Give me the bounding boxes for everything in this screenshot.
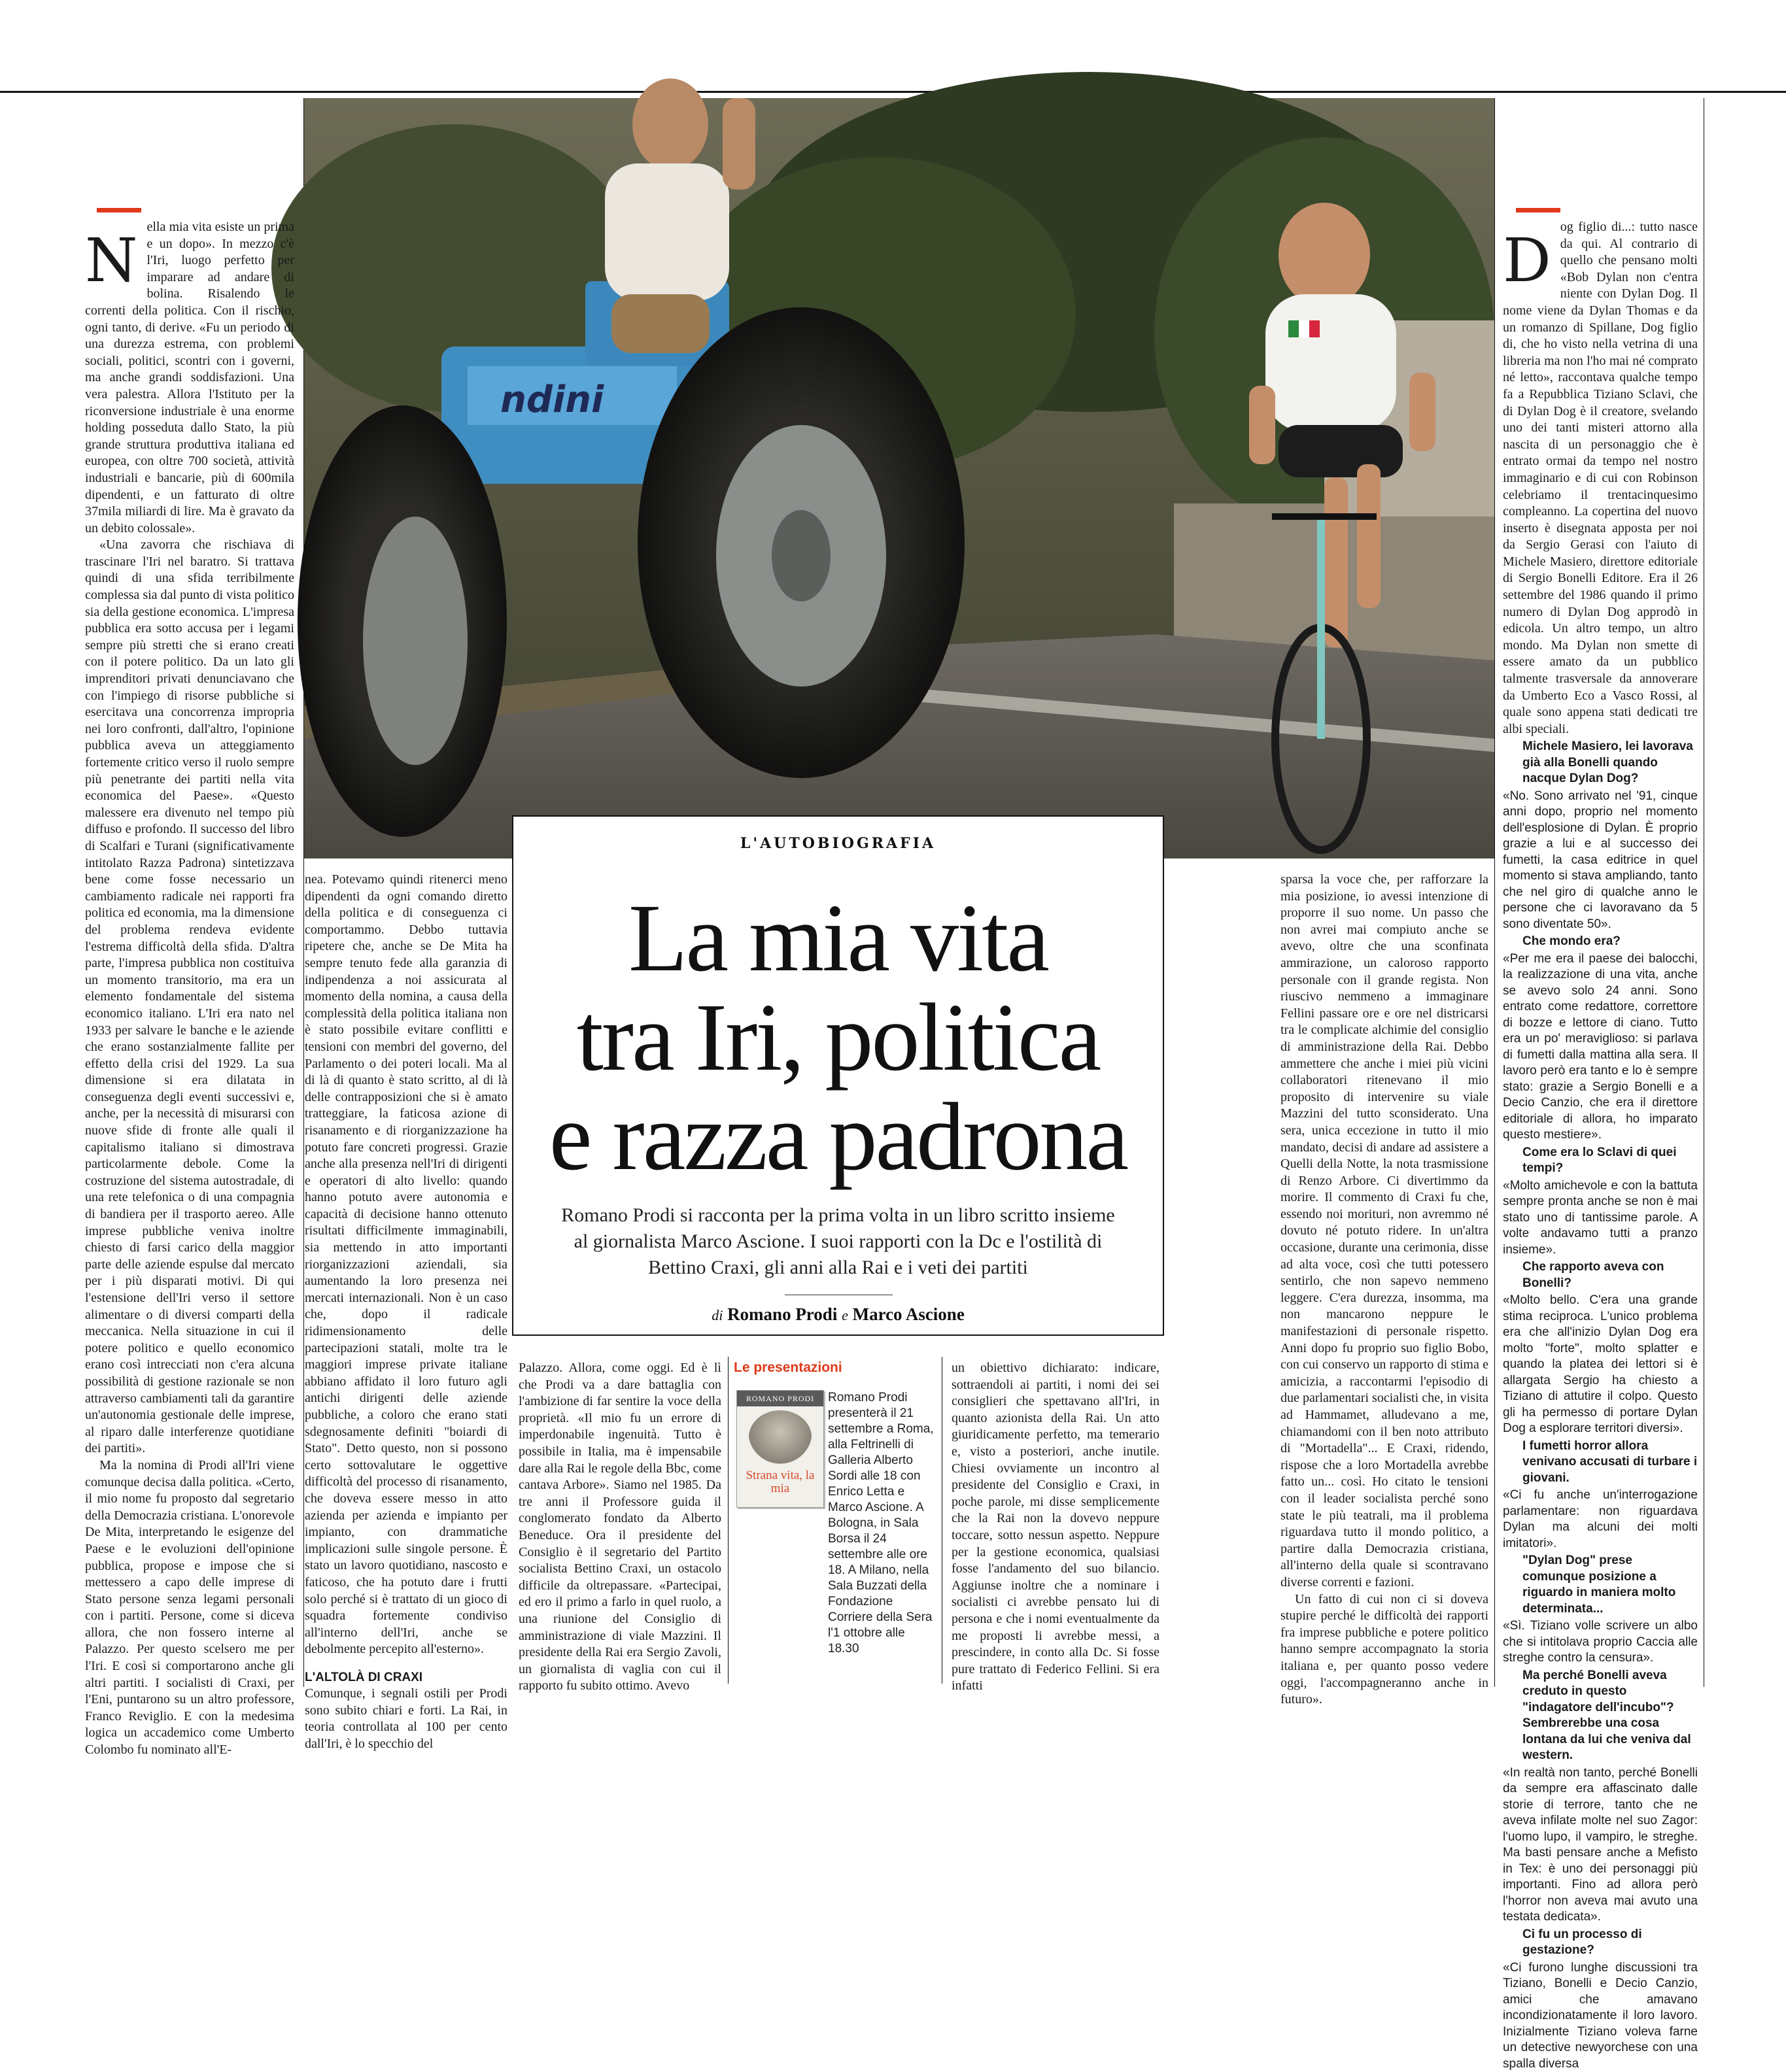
byline-di: di <box>712 1307 723 1323</box>
headline-box <box>512 815 1164 1336</box>
col2-para-2: Comunque, i segnali ostili per Prodi sono subito chiari e forti. La Rai, in teoria controllata al 100 per cento dall'Iri, è lo specchio del <box>305 1686 507 1751</box>
interview-question-3: Come era lo Sclavi di quei tempi? <box>1522 1145 1677 1176</box>
kicker: L'AUTOBIOGRAFIA <box>740 835 936 852</box>
interview-question-8: Ci fu un processo di gestazione? <box>1522 1927 1642 1958</box>
article-column-5 <box>1280 872 1488 1707</box>
book-cover-title: Strana vita, la mia <box>746 1469 815 1495</box>
interview-answer-5: «Ci fu anche un'interrogazione parlamentare: non riguardava Dylan ma alcuni dei molti imitatori». <box>1503 1488 1698 1550</box>
presentations-box <box>734 1360 935 1667</box>
byline-author-2: Marco Ascione <box>852 1304 965 1324</box>
top-rule <box>0 91 1786 93</box>
interview-answer-7: «In realtà non tanto, perché Bonelli da sempre era affascinato dalle storie di terrore, tanto che ne aveva infilate molte nel suo Zagor: l'uomo lupo, il vampiro, le streghe. Ma basti pensare anche a Mefisto in Tex: è uno dei personaggi più importanti. Fino ad allora però l'horror non aveva mai avuto una testata dedicata». <box>1503 1765 1698 1924</box>
interview-question-1: Michele Masiero, lei lavorava già alla Bonelli quando nacque Dylan Dog? <box>1522 739 1693 786</box>
col6-para-1: og figlio di...: tutto nasce da qui. Al contrario di quello che pensano molti «Bob Dylan non c'entra niente con Dylan Dog. Il nome viene da Dylan Thomas e da un romanzo di Spillane, Dog figlio di, che ho visto nella vetrina di una libreria ma non l'ho mai né comprato né letto», raccontava qualche tempo fa a Repubblica Tiziano Sclavi, che di Dylan Dog è il creatore, svelando uno dei tanti misteri attorno alla nascita di un personaggio che è entrato ormai da tempo nel nostro immaginario e di cui con Robinson celebriamo il trentacinquesimo compleanno. La copertina del nuovo inserto è disegnata apposta per noi da Sergio Gerasi con l'aiuto di Michele Masiero, direttore editoriale di Sergio Bonelli Editore. Era il 26 settembre del 1986 quando il primo numero di Dylan Dog approdò in edicola. Un altro tempo, un altro mondo. Ma Dylan non smette di essere amato da un pubblico talmente trasversale da annoverare da Umberto Eco a Vasco Rossi, al quale sono appena stati dedicati tre albi speciali. <box>1503 220 1698 736</box>
book-cover-author: ROMANO PRODI <box>737 1391 823 1406</box>
article-column-1 <box>85 219 294 1758</box>
book-cover-image <box>736 1390 824 1508</box>
article-column-2 <box>303 872 507 1751</box>
section-subhead-craxi: L'ALTOLÀ DI CRAXI <box>305 1670 423 1684</box>
col5-para-2: Un fatto di cui non ci si doveva stupire perché le difficoltà dei rapporti fra imprese pubbliche e potere politico hanno sempre accompagnato la storia italiana e, per quanto posso vedere oggi, l'accompagneranno anche in futuro». <box>1280 1591 1488 1707</box>
interview-answer-4: «Molto bello. C'era una grande stima reciproca. L'unico problema era che all'inizio Dylan Dog era molto "forte", molto splatter e quando la platea dei lettori si è allargata Sergio ha chiesto a Tiziano di attutire il colpo. Questo gli ha permesso di portare Dylan Dog a esplorare territori diversi». <box>1503 1293 1698 1436</box>
hero-photo <box>304 98 1494 858</box>
col6-red-accent <box>1516 208 1560 212</box>
col4-para-1: un obiettivo dichiarato: indicare, sottraendoli ai partiti, i nomi dei sei consiglieri che spettavano all'Iri, in quanto azionista della Rai. Un atto giuridicamente perfetto, ma temerario e, visto a posteriori, anche inutile. Chiesi ovviamente un incontro al presidente del Consiglio e Craxi, in poche parole, mi disse semplicemente che la Rai non la dovevo neppure toccare, sotto nessun aspetto. Neppure per la gestione economica, qualsiasi fosse l'andamento del suo bilancio. Aggiunse inoltre che a nominare i socialisti ci avrebbe pensato lui di persona e che i nomi eventualmente da me proposti li avrebbe messi, a prescindere, in conto alla Dc. Si fosse pure trattato di Federico Fellini. Si era infatti <box>952 1361 1159 1693</box>
byline-e: e <box>842 1307 848 1323</box>
tractor-brand-text: ndini <box>500 379 604 421</box>
article-column-4 <box>952 1360 1159 1693</box>
interview-question-6: "Dylan Dog" prese comunque posizione a riguardo in maniera molto determinata... <box>1522 1554 1676 1616</box>
article-column-6 <box>1503 219 1698 2071</box>
book-cover-portrait <box>749 1410 812 1464</box>
col1-para-1: ella mia vita esiste un prima e un dopo». In mezzo c'è l'Iri, luogo perfetto per imparare ad andare di bolina. Risalendo le correnti della politica. Con il rischio, ogni tanto, di derive. «Fu un periodo di una durezza estrema, con problemi sociali, politici, scontri con i governi, ma anche grandi soddisfazioni. Una vera palestra. Allora l'Istituto per la riconversione industriale è una enorme holding posseduta dallo Stato, la più grande struttura produttiva italiana ed europea, con oltre 700 società, attività industriali e bancarie, più di 600mila dipendenti, e un fatturato di oltre 37mila miliardi di lire. Ma è gravato da un debito colossale». <box>85 220 294 535</box>
interview-answer-8: «Ci furono lunghe discussioni tra Tiziano, Bonelli e Decio Canzio, amici che amavano incondizionatamente il loro lavoro. Inizialmente Tiziano voleva farne un detective newyorchese con una spalla diversa <box>1503 1960 1698 2071</box>
presentations-label: Le presentazioni <box>734 1360 842 1375</box>
headline-line-1: La mia vita <box>628 885 1048 992</box>
byline <box>513 1304 1163 1325</box>
interview-question-2: Che mondo era? <box>1522 934 1621 949</box>
photo-illustration <box>304 98 1494 858</box>
interview-answer-3: «Molto amichevole e con la battuta sempre pronta anche se non è mai stato uno di tantissime parole. A volte andavamo tutti a pranzo insieme». <box>1503 1178 1698 1257</box>
summary: Romano Prodi si racconta per la prima volta in un libro scritto insieme al giornalista Marco Ascione. I suoi rapporti con la Dc e l'ostilità di Bettino Craxi, gli anni alla Rai e i veti dei partiti <box>561 1204 1115 1278</box>
article-column-3 <box>519 1360 721 1693</box>
col1-red-accent <box>97 208 141 212</box>
presentations-text: Romano Prodi presenterà il 21 settembre a Roma, alla Feltrinelli di Galleria Alberto Sordi alle 18 con Enrico Letta e Marco Ascione. A Bologna, in Sala Borsa il 24 settembre alle ore 18. A Milano, nella Sala Buzzati della Fondazione Corriere della Sera l'1 ottobre alle 18.30 <box>828 1391 934 1656</box>
headline <box>513 885 1163 1191</box>
col-divider-right <box>1494 98 1495 1687</box>
interview-answer-1: «No. Sono arrivato nel '91, cinque anni dopo, proprio nel momento dell'esplosione di Dylan. È proprio grazie a lui e al successo dei fumetti, la casa editrice in quel momento si stava ampliando, tanto che nel giro di qualche anno le persone che ci lavoravano da 5 sono diventate 50». <box>1503 789 1698 931</box>
col1-para-3: Ma la nomina di Prodi all'Iri viene comunque decisa dalla politica. «Certo, il mio nome fu proposto dal segretario della Democrazia cristiana. L'onorevole De Mita, interpretando le esigenze del Paese e le evoluzioni dell'opinione pubblica, propose e impose che si mettessero a capo delle imprese di Stato persone senza legami personali con i partiti. Persone, come si diceva allora, che non fossero interne al Palazzo. Per questo scelsero me per l'Iri. E così si comportarono anche gli altri partiti. I socialisti di Craxi, per l'Eni, puntarono su un altro professore, Franco Reviglio. E con la medesima logica un accademico come Umberto Colombo fu nominato all'E- <box>85 1457 294 1758</box>
col5-para-1: sparsa la voce che, per rafforzare la mia posizione, io avessi intenzione di proporre il suo nome. Un passo che non avrei mai compiuto anche se avevo, oltre che una sconfinata ammirazione, un caloroso rapporto personale con il grande regista. Non riuscivo nemmeno a immaginare Fellini passare ore e ore nel districarsi tra le complicate alchimie del consiglio di amministrazione della Rai. Debbo ammettere che anche i miei più vicini collaboratori ritenevano il mio proposito di intervenire su viale Mazzini del tutto sconsiderato. Una sera, unica eccezione in tutto il mio mandato, decisi di andare ad assistere a Quelli della Notte, la nota trasmissione di Renzo Arbore. Ci divertimmo da morire. Il commento di Craxi fu che, essendo noi morituri, non avremmo né dovuto né potuto ridere. In un'altra occasione, durante una cerimonia, disse ad alta voce, così che tutti potessero sentirlo, che non sapevo nemmeno leggere. C'era durezza, insomma, ma non mancarono neppure le manifestazioni di personale rispetto. Anni dopo fu proprio suo figlio Bobo, con cui conservo un rapporto di stima e amicizia, a raccontarmi l'episodio di due parlamentari socialisti che, in visita ad Hammamet, alludevano a me, chiamandomi con il ben noto attributo di "Mortadella"... E Craxi, ridendo, rispose che a loro Mortadella avrebbe fatto un... così. Ho citato le tensioni con il leader socialista perché sono state le più teatrali, ma il problema riguardava tutto il mondo politico, a partire dalla Democrazia cristiana, all'interno della quale si scontravano diverse correnti e fazioni. <box>1280 872 1488 1589</box>
interview-question-7: Ma perché Bonelli aveva creduto in questo "indagatore dell'incubo"? Sembrerebbe una cosa lontana da lui che veniva dal western. <box>1522 1668 1691 1763</box>
interview-question-5: I fumetti horror allora venivano accusati di turbare i giovani. <box>1522 1438 1698 1485</box>
headline-line-2: tra Iri, politica <box>576 984 1100 1091</box>
dropcap-d: D <box>1503 226 1551 296</box>
col2-para-1: nea. Potevamo quindi ritenerci meno dipendenti da ogni comando diretto della politica e di conseguenza ci comportammo. Debbo tuttavia ripetere che, anche se De Mita ha sempre tenuto fede alla garanzia di indipendenza a noi assicurata al momento della nomina, a causa della complessità della politica italiana non è stato possibile evitare conflitti e tensioni con membri del governo, del Parlamento o dei poteri locali. Ma al di là di quanto è stato scritto, al di là delle contrapposizioni che si è amato tratteggiare, la faticosa azione di risanamento e di riorganizzazione ha potuto fare concreti progressi. Grazie anche alla presenza nell'Iri di dirigenti e operatori di alto livello: quando hanno potuto avere autonomia e capacità di decisione hanno ottenuto risultati difficilmente immaginabili, sia mettendo in atto importanti riorganizzazioni aziendali, sia aumentando la loro presenza nei mercati internazionali. Non è un caso che, dopo il radicale ridimensionamento delle partecipazioni statali, molte tra le maggiori imprese private italiane abbiano affidato il loro futuro agli antichi dirigenti delle aziende pubbliche, a coloro che erano stati sdegnosamente definiti "boiardi di Stato". Detto questo, non si possono certo sottovalutare le oggettive difficoltà del processo di risanamento, che doveva essere messo in atto azienda per azienda e impianto per impianto, con drammatiche implicazioni sulle singole persone. È stato un lavoro quotidiano, nascosto e faticoso, che ha potuto dare i frutti solo perché si è trattato di un gioco di squadra fortemente condiviso all'interno dell'Iri, anche se debolmente percepito all'esterno». <box>305 872 507 1657</box>
col1-para-2: «Una zavorra che rischiava di trascinare l'Iri nel baratro. Si trattava quindi di una sfida terribilmente complessa sia dal punto di vista politico sia della gestione economica. L'impresa pubblica era sotto accusa per i legami sempre più stretti che si erano creati con il potere politico. Da un lato gli imprenditori privati denunciavano che con l'impiego di risorse pubbliche si esercitava una concorrenza impropria nei loro confronti, dall'altro, l'opinione pubblica aveva un atteggiamento fortemente critico verso il ruolo sempre più penetrante dei partiti nella vita economica del Paese». «Questo malessere era divenuto nel tempo più diffuso e profondo. Il successo del libro di Scalfari e Turani (significativamente intitolato Razza Padrona) sintetizzava bene come fosse necessario un cambiamento radicale nei rapporti fra politica ed economia, ma la dimensione del problema rendeva evidente l'estrema difficoltà della sfida. D'altra parte, l'impresa pubblica non costituiva un momento transitorio, ma era un elemento fondamentale del sistema economico italiano. L'Iri era nato nel 1933 per salvare le banche e le aziende che erano sostanzialmente fallite per effetto della crisi del 1929. La sua dimensione si era dilatata in conseguenza degli eventi successivi e, anche, per la necessità di misurarsi con nuove sfide di fronte alle quali il capitalismo italiano si dimostrava particolarmente debole. Come la costruzione del sistema autostradale, di una rete telefonica o di una compagnia di bandiera per il trasporto aereo. Alle imprese pubbliche veniva inoltre chiesto di farsi carico della maggior parte delle aziende espulse dal mercato per i più disparati motivi. Di qui l'estensione dell'Iri verso il settore alimentare o di diversi comparti della meccanica. Nella situazione in cui il potere politico e quello economico erano così intrecciati non c'era alcuna possibilità di gestione razionale se non attraverso cambiamenti tali da garantire un'autonomia gestionale delle imprese, al riparo dalle interferenze quotidiane dei partiti». <box>85 537 294 1456</box>
sidebox-divider-left <box>728 1357 729 1684</box>
col3-para-1: Palazzo. Allora, come oggi. Ed è lì che Prodi va a dare battaglia con l'ambizione di far sentire la voce della proprietà. «Il mio fu un errore di imperdonabile ingenuità. Tutto è possibile in Italia, ma è impensabile dare alla Rai le regole della Bbc, come cantava Arbore». Siamo nel 1985. Da tre anni il Professore guida il conglomerato fondato da Alberto Beneduce. Ora il presidente del Consiglio è il segretario del Partito socialista Bettino Craxi, un ostacolo difficile da oltrepassare. «Partecipai, ed ero il primo a farlo in quel ruolo, a una riunione del Consiglio di amministrazione di viale Mazzini. Il presidente della Rai era Sergio Zavoli, un giornalista di vaglia con cui il rapporto fu subito ottimo. Avevo <box>519 1361 721 1693</box>
interview-answer-6: «Sì. Tiziano volle scrivere un albo che si intitolava proprio Caccia alle streghe contro la censura». <box>1503 1619 1698 1665</box>
interview-answer-2: «Per me era il paese dei balocchi, la realizzazione di una vita, anche se avevo solo 24 anni. Sono entrato come redattore, correttore di bozze e lettore di ciano. Tutto era un po' meraviglioso: si parlava di fumetti dalla mattina alla sera. Il lavoro però era tanto e lo è sempre stato: grazie a Sergio Bonelli e a Decio Canzio, che era il direttore editoriale di allora, ho imparato questo mestiere». <box>1503 951 1698 1142</box>
dropcap-n: N <box>85 226 138 296</box>
byline-author-1: Romano Prodi <box>727 1304 838 1324</box>
headline-line-3: e razza padrona <box>549 1083 1127 1191</box>
interview-question-4: Che rapporto aveva con Bonelli? <box>1522 1260 1664 1290</box>
